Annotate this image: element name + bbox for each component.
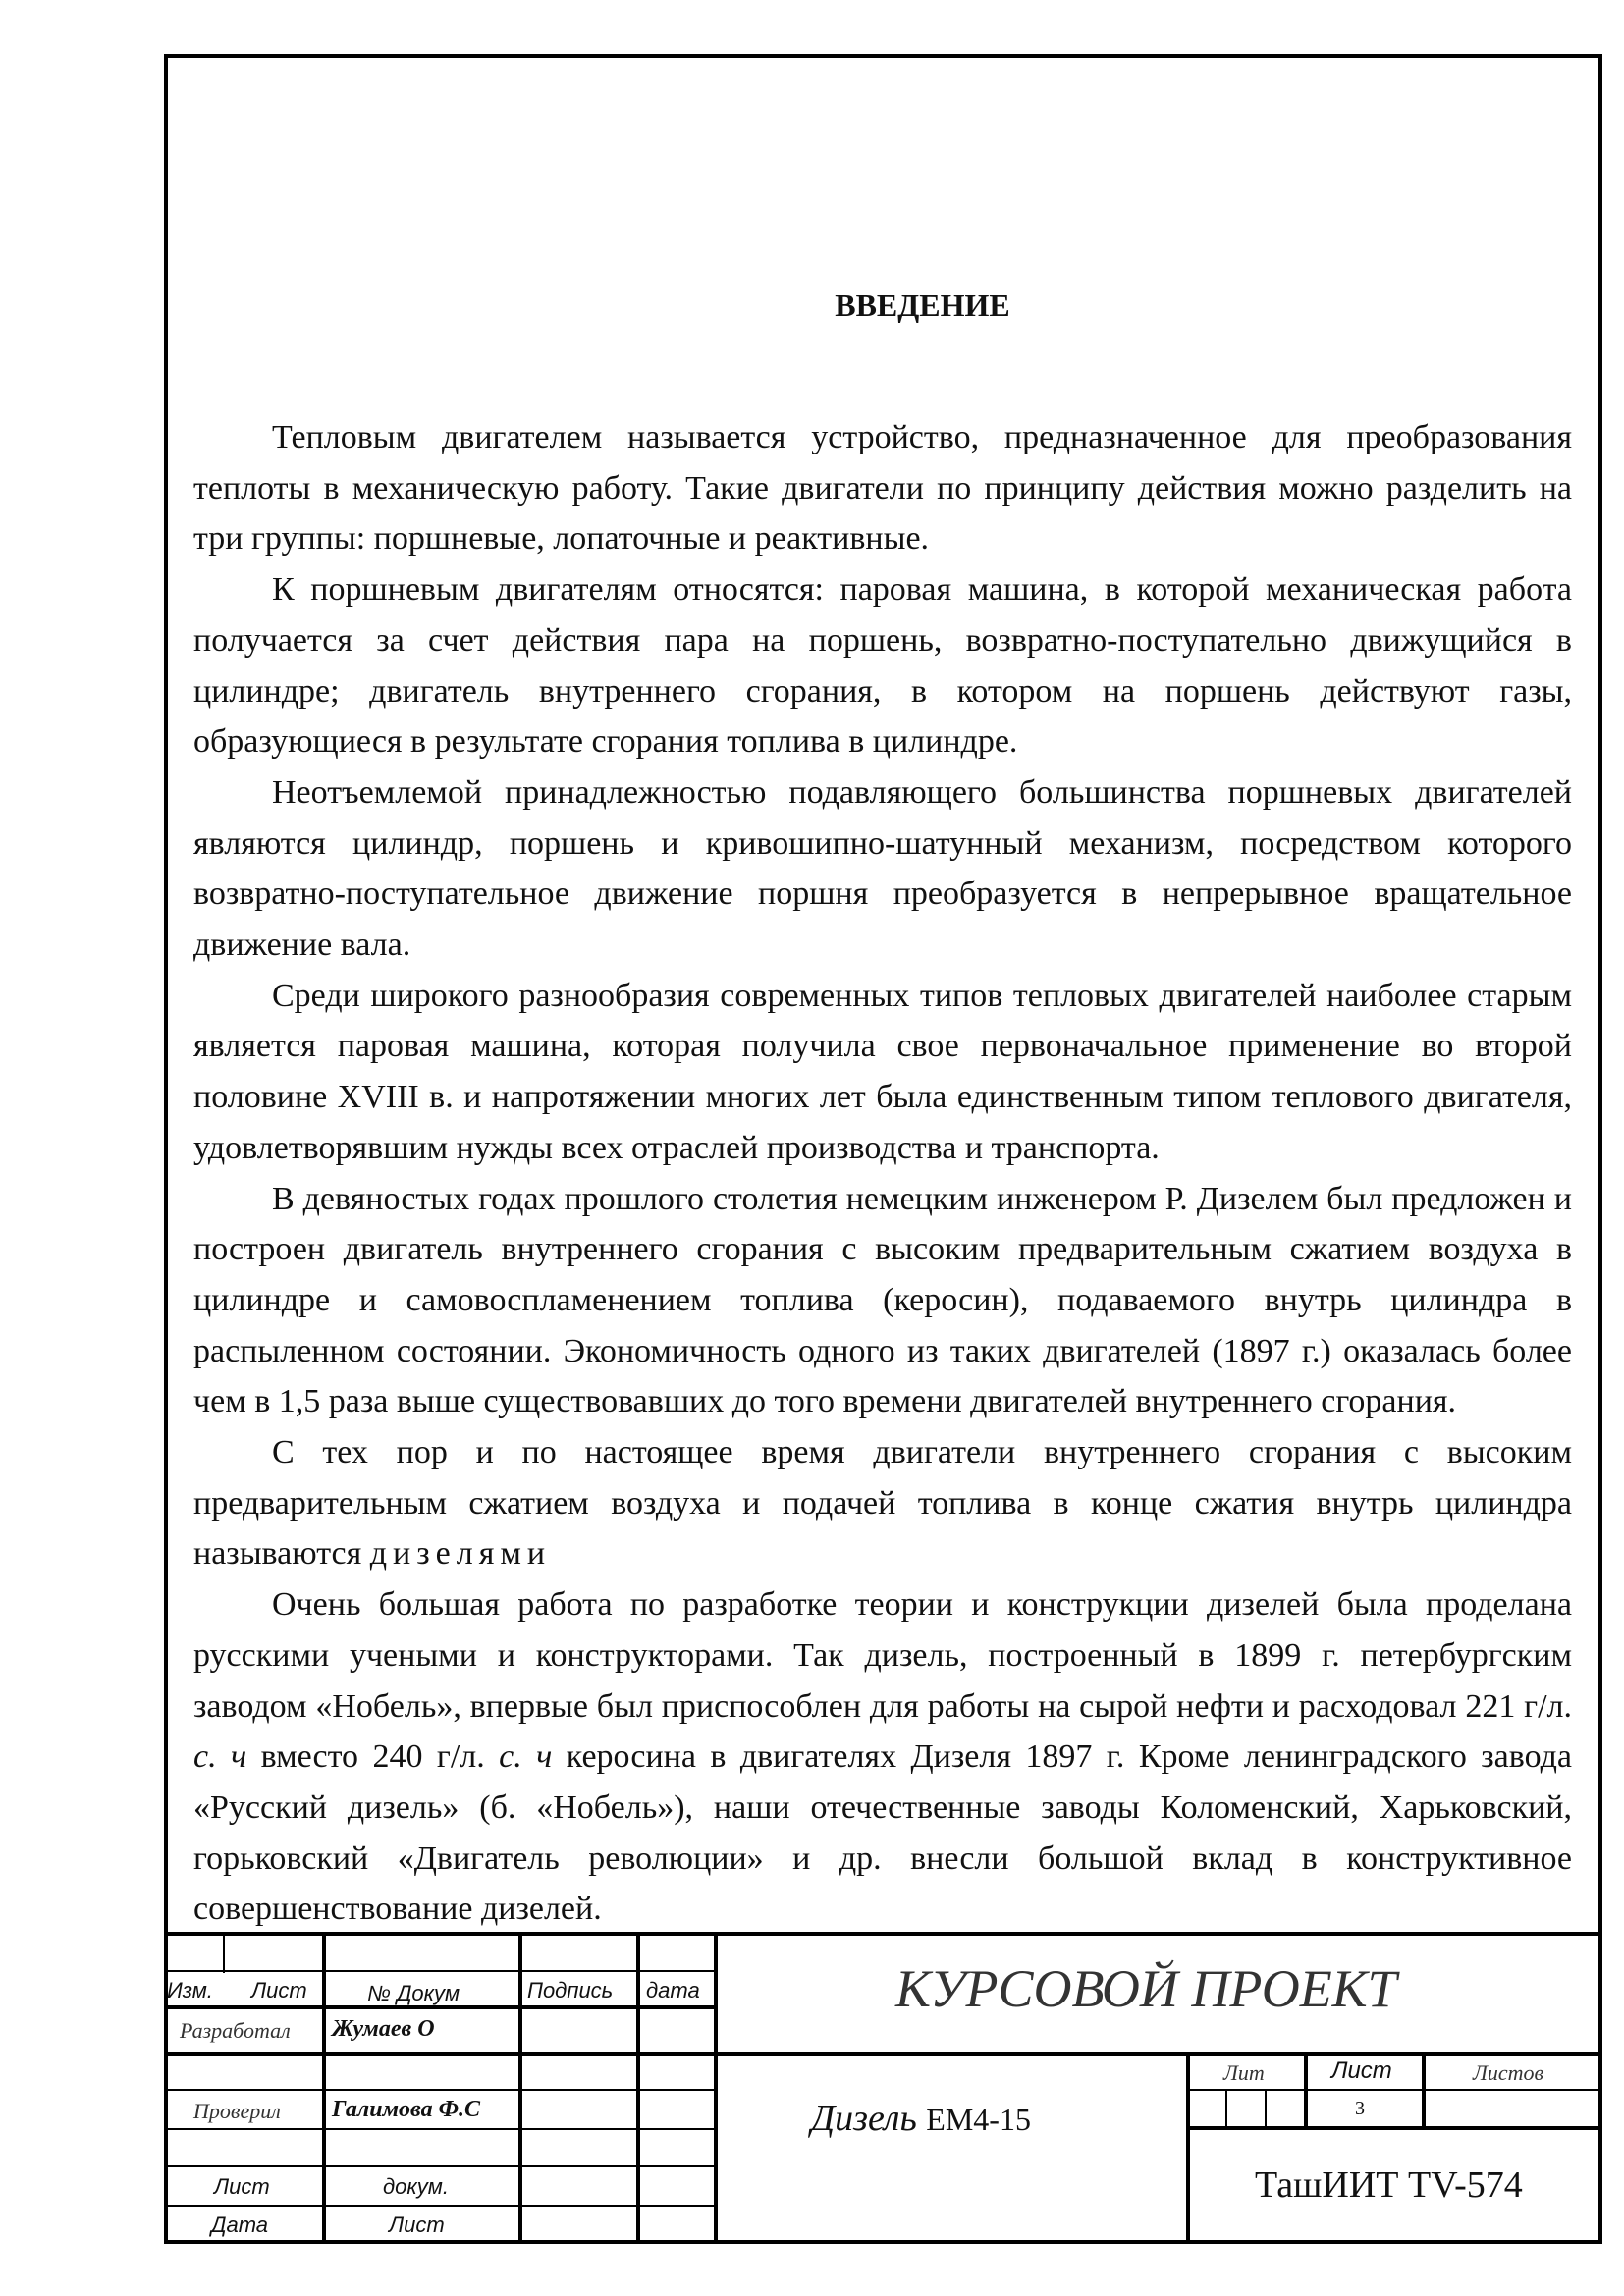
tb-line bbox=[1265, 2089, 1267, 2128]
paragraph: Неотъемлемой принадлежностью подавляющего большинства поршневых двигателей являются цилиндр, поршень и кривошипно-шатунный механизм, посредством которого возвратно-поступательное движение поршня преобразуется в непрерывное вращательное движение вала. bbox=[193, 774, 1572, 964]
tb-line bbox=[164, 2165, 714, 2167]
tb-line bbox=[164, 2089, 714, 2091]
unit-italic: с. ч bbox=[193, 1738, 247, 1776]
paragraph: В девяностых годах прошлого столетия немецким инженером Р. Дизелем был предложен и построен двигатель внутреннего сгорания с высоким предварительным сжатием воздуха в цилиндре и самовоспламенением топлива (керосин), подаваемого внутрь цилиндра в распыленном состоянии. Экономичность одного из таких двигателей (1897 г.) оказалась более чем в 1,5 раза выше существовавших до того времени двигателей внутреннего сгорания. bbox=[193, 1180, 1572, 1420]
paragraph bbox=[193, 1579, 1572, 1935]
tb-data-row-label: Дата bbox=[211, 2213, 269, 2237]
tb-razrab-name: Жумаев О bbox=[332, 2016, 435, 2042]
tb-line bbox=[322, 1932, 326, 2244]
tb-line bbox=[1186, 2052, 1190, 2244]
unit-italic: с. ч bbox=[499, 1738, 553, 1776]
tb-doc-code: ЕМ4-15 bbox=[926, 2102, 1031, 2137]
tb-line bbox=[164, 1970, 714, 1972]
tb-line bbox=[164, 2128, 714, 2130]
paragraph: Тепловым двигателем называется устройство, предназначенное для преобразования теплоты в механическую работу. Такие двигатели по принципу действия можно разделить на три группы: поршневые, лопаточные и реактивные. bbox=[193, 419, 1572, 558]
tb-line bbox=[223, 1932, 225, 1973]
course-project-stamp: КУРСОВОЙ ПРОЕКТ bbox=[895, 1959, 1397, 2018]
tb-lit-label: Лит bbox=[1223, 2060, 1265, 2085]
tb-list-hdr-label: Лист bbox=[1331, 2057, 1392, 2084]
paragraph-text: С тех пор и по настоящее время двигатели внутреннего сгорания с высоким предварительным сжатием воздуха и подачей топлива в конце сжатия внутрь цилиндра называются bbox=[193, 1434, 1572, 1573]
tb-line bbox=[164, 1932, 1602, 1936]
tb-line bbox=[1304, 2052, 1308, 2128]
tb-line bbox=[1225, 2089, 1227, 2128]
tb-line bbox=[1188, 2126, 1602, 2130]
tb-list-label: Лист bbox=[251, 1978, 307, 2002]
tb-line bbox=[714, 2052, 1602, 2056]
tb-organization: ТашИИТ TV-574 bbox=[1255, 2164, 1523, 2206]
tb-razrab-label: Разработал bbox=[180, 2018, 291, 2043]
tb-line bbox=[518, 1932, 522, 2244]
tb-line bbox=[164, 2052, 714, 2056]
tb-line bbox=[1422, 2052, 1426, 2128]
tb-data-label: дата bbox=[646, 1978, 700, 2002]
paragraph-text: Очень большая работа по разработке теории и конструкции дизелей была проделана русскими учеными и конструкторами. Так дизель, построенный в 1899 г. петербургским заводом «Нобель», впервые был приспособлен для работы на сырой нефти и расходовал 221 г/л. bbox=[193, 1586, 1572, 1725]
paragraph-text: вместо 240 г/л. bbox=[246, 1738, 500, 1776]
page-heading: ВВЕДЕНИЕ bbox=[835, 288, 1010, 323]
paragraph: К поршневым двигателям относятся: паровая машина, в которой механическая работа получается за счет действия пара на поршень, возвратно-поступательно движущийся в цилиндре; двигатель внутреннего сгорания, в котором на поршень действуют газы, образующиеся в результате сгорания топлива в цилиндре. bbox=[193, 571, 1572, 761]
tb-listov-label: Листов bbox=[1473, 2060, 1544, 2085]
tb-izm-label: Изм. bbox=[167, 1978, 213, 2002]
paragraph bbox=[193, 1427, 1572, 1579]
tb-ndoc-label: № Докум bbox=[367, 1981, 460, 2005]
tb-prov-label: Проверил bbox=[193, 2099, 281, 2123]
tb-dokum-label: докум. bbox=[383, 2174, 449, 2199]
tb-line bbox=[1188, 2089, 1602, 2091]
tb-list-row-label: Лист bbox=[214, 2174, 270, 2199]
tb-podpis-label: Подпись bbox=[527, 1978, 614, 2002]
paragraph: Среди широкого разнообразия современных типов тепловых двигателей наиболее старым является паровая машина, которая получила свое первоначальное применение во второй половине XVIII в. и напротяжении многих лет была единственным типом теплового двигателя, удовлетворявшим нужды всех отраслей производства и транспорта. bbox=[193, 977, 1572, 1166]
tb-list2-label: Лист bbox=[389, 2213, 445, 2237]
spaced-term: дизелями bbox=[369, 1535, 552, 1573]
tb-doc-title bbox=[811, 2097, 1031, 2140]
tb-line bbox=[714, 1932, 718, 2244]
tb-doc-title-name: Дизель bbox=[811, 2098, 917, 2139]
tb-line bbox=[164, 2205, 714, 2207]
tb-sheet-number: 3 bbox=[1355, 2098, 1365, 2119]
tb-line bbox=[636, 1932, 640, 2244]
tb-prov-name: Галимова Ф.С bbox=[332, 2097, 480, 2122]
paragraph-text: керосина в двигателях Дизеля 1897 г. Кроме ленинградского завода «Русский дизель» (б. «Нобель»), наши отечественные заводы Коломенский, Харьковский, горьковский «Двигатель революции» и др. внесли большой вклад в конструктивное совершенствование дизелей. bbox=[193, 1738, 1572, 1928]
body-text bbox=[193, 412, 1572, 1935]
